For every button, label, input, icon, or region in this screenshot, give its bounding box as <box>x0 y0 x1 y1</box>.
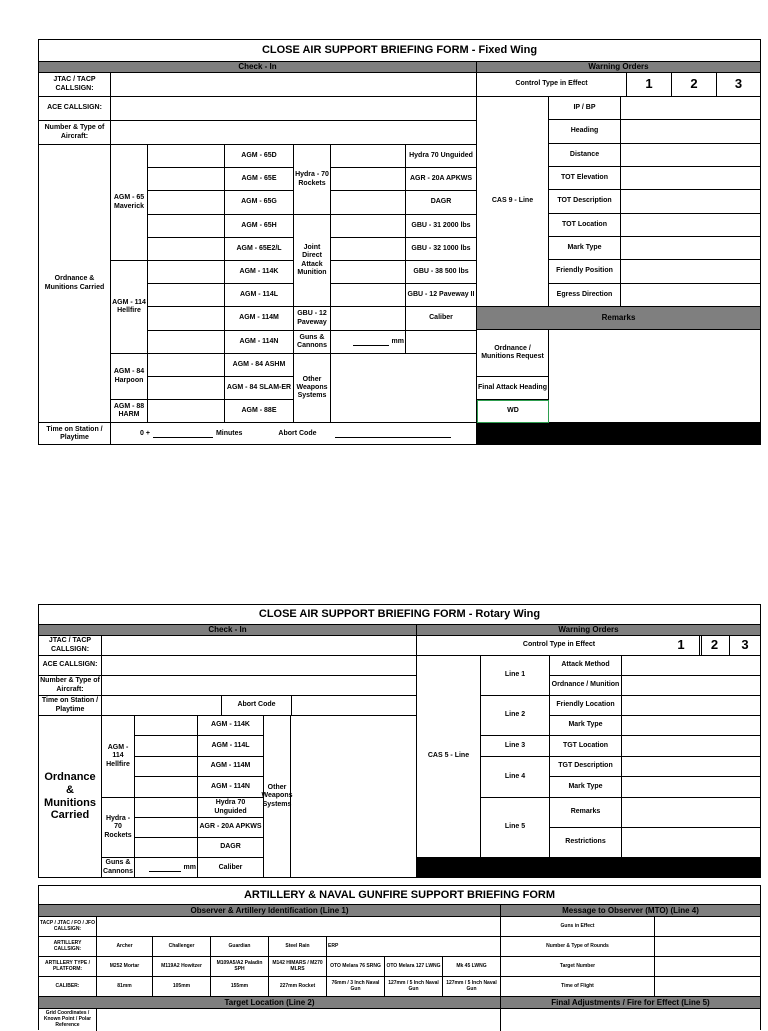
qty-cell[interactable] <box>148 377 225 400</box>
guns-label: Guns & Cannons <box>294 331 331 354</box>
cas5-field[interactable] <box>622 656 760 676</box>
wd-label: WD <box>477 400 549 423</box>
cas9-line-label: Mark Type <box>549 237 621 260</box>
mto-item: Target Number <box>501 957 655 977</box>
callsign: Archer <box>97 937 153 957</box>
abort-code-label: Abort Code <box>278 429 317 437</box>
line-label: Line 3 <box>481 736 550 757</box>
cas5-field[interactable] <box>622 798 760 828</box>
cas5-item: Mark Type <box>550 716 622 736</box>
ace-label: ACE CALLSIGN: <box>39 656 102 676</box>
qty-cell[interactable] <box>331 261 406 284</box>
cas5-item: Restrictions <box>550 828 622 858</box>
mto-item: Number & Type of Rounds <box>501 937 655 957</box>
art-row-label: CALIBER: <box>39 977 97 997</box>
qty-cell[interactable] <box>331 215 406 238</box>
mto-header: Message to Observer (MTO) (Line 4) <box>501 905 760 917</box>
cas9-line-label: Heading <box>549 120 621 144</box>
warning-orders-header: Warning Orders <box>477 62 760 73</box>
maverick-label: AGM - 65 Maverick <box>111 145 148 261</box>
minutes-label: Minutes <box>215 429 243 437</box>
weapon-name: AGM - 114M <box>198 757 264 777</box>
platform: OTO Melara 127 LWNG <box>385 957 443 977</box>
weapon-name: AGM - 114N <box>198 777 264 798</box>
other-weapons-label: Other Weapons Systems <box>294 354 331 423</box>
line-label: Line 4 <box>481 757 550 798</box>
cas5-field[interactable] <box>622 757 760 777</box>
platform: M109A5/A2 Paladin SPH <box>211 957 269 977</box>
cas5-field[interactable] <box>622 716 760 736</box>
hellfire-label: AGM - 114 Hellfire <box>102 716 135 798</box>
check-in-header: Check - In <box>39 625 417 636</box>
cas5-field[interactable] <box>622 736 760 757</box>
caliber-label: Caliber <box>406 307 477 331</box>
platform: M252 Mortar <box>97 957 153 977</box>
qty-cell[interactable] <box>331 145 406 168</box>
abort-code-line[interactable] <box>335 430 451 438</box>
time-on-station-label: Time on Station / Playtime <box>39 696 102 716</box>
jtac-field[interactable] <box>97 917 501 937</box>
art-row-label: ARTILLERY CALLSIGN: <box>39 937 97 957</box>
control-type-2[interactable]: 2 <box>700 636 730 656</box>
caliber: 81mm <box>97 977 153 997</box>
cas9-line-field[interactable] <box>621 214 760 237</box>
line-label: Line 1 <box>481 656 550 696</box>
agm-variant: AGM - 84 ASHM <box>225 354 294 377</box>
cas5-field[interactable] <box>622 676 760 696</box>
weapon-name: DAGR <box>406 191 477 215</box>
control-type-1[interactable]: 1 <box>663 636 700 656</box>
cas9-line-label: TOT Location <box>549 214 621 237</box>
cas9-line-label: TOT Description <box>549 190 621 214</box>
line-label: Line 2 <box>481 696 550 736</box>
qty-cell[interactable] <box>135 716 198 736</box>
mm-unit: mm <box>391 337 404 345</box>
harm-label: AGM - 88 HARM <box>111 400 148 423</box>
other-weapons-label: Other Weapons Systems <box>264 716 291 878</box>
callsign: ERP <box>327 937 501 957</box>
platform: M142 HIMARS / M270 MLRS <box>269 957 327 977</box>
ace-field[interactable] <box>102 656 417 676</box>
qty-cell[interactable] <box>148 191 225 215</box>
cas9-line-label: IP / BP <box>549 97 621 120</box>
cas9-line-label: Distance <box>549 144 621 167</box>
platform: OTO Melara 76 SRNG <box>327 957 385 977</box>
cas5-field[interactable] <box>622 777 760 798</box>
mto-item: Time of Flight <box>501 977 655 997</box>
ord-request-label: Ordnance / Munitions Request <box>477 330 549 377</box>
qty-cell[interactable] <box>148 238 225 261</box>
cas5-item: TGT Location <box>550 736 622 757</box>
guns-mm-cell[interactable] <box>331 331 406 354</box>
mto-field[interactable] <box>655 917 760 937</box>
target-location-header: Target Location (Line 2) <box>39 997 501 1009</box>
abort-code-label: Abort Code <box>222 696 292 716</box>
caliber: 227mm Rocket <box>269 977 327 997</box>
weapon-name: GBU - 38 500 lbs <box>406 261 477 284</box>
grid-field[interactable] <box>97 1009 501 1031</box>
grid-label: Grid Coordinates / Known Point / Polar Reference <box>39 1009 97 1031</box>
other-weapons-field[interactable] <box>291 716 417 878</box>
ord-request-field[interactable] <box>549 330 760 423</box>
cas5-item: Remarks <box>550 798 622 828</box>
control-type-label: Control Type in Effect <box>477 73 627 97</box>
agm-variant: AGM - 114K <box>225 261 294 284</box>
platform: Mk 45 LWNG <box>443 957 501 977</box>
cas9-line-label: Friendly Position <box>549 260 621 284</box>
weapon-name: AGM - 114L <box>198 736 264 757</box>
abort-code-field[interactable] <box>292 696 417 716</box>
weapon-name: GBU - 12 Paveway II <box>406 284 477 307</box>
qty-cell[interactable] <box>148 400 225 423</box>
cas5-item: Friendly Location <box>550 696 622 716</box>
artillery-title: ARTILLERY & NAVAL GUNFIRE SUPPORT BRIEFING FORM <box>39 886 760 905</box>
cas5-field[interactable] <box>622 828 760 858</box>
final-adjustments-field[interactable] <box>501 1009 760 1031</box>
qty-cell[interactable] <box>148 145 225 168</box>
qty-cell[interactable] <box>148 354 225 377</box>
qty-cell[interactable] <box>148 284 225 307</box>
cas5-item: Ordnance / Munition <box>550 676 622 696</box>
time-on-station-field[interactable] <box>111 423 477 445</box>
weapon-name: Hydra 70 Unguided <box>406 145 477 168</box>
weapon-name: AGR - 20A APKWS <box>406 168 477 191</box>
qty-cell[interactable] <box>331 238 406 261</box>
cas5-item: TGT Description <box>550 757 622 777</box>
caliber-field[interactable] <box>406 331 477 354</box>
cas9-line-field[interactable] <box>621 237 760 260</box>
agm-variant: AGM - 114L <box>225 284 294 307</box>
ordnance-label: Ordnance & Munitions Carried <box>39 145 111 423</box>
qty-cell[interactable] <box>135 736 198 757</box>
agm-variant: AGM - 65H <box>225 215 294 238</box>
art-row-label: ARTILLERY TYPE / PLATFORM: <box>39 957 97 977</box>
artillery-form <box>38 885 761 1030</box>
cas9-label: CAS 9 - Line <box>477 97 549 307</box>
gbu12-label: GBU - 12 Paveway <box>294 307 331 331</box>
jdam-label: Joint Direct Attack Munition <box>294 215 331 307</box>
time-prefix: 0 + <box>140 429 150 437</box>
aircraft-label: Number & Type of Aircraft: <box>39 676 102 696</box>
weapon-name: Hydra 70 Unguided <box>198 798 264 818</box>
qty-cell[interactable] <box>135 818 198 838</box>
time-on-station-field[interactable] <box>102 696 222 716</box>
control-type-3[interactable]: 3 <box>730 636 760 656</box>
control-type-label: Control Type in Effect <box>417 636 702 656</box>
cas9-line-field[interactable] <box>621 190 760 214</box>
agm-variant: AGM - 114N <box>225 331 294 354</box>
cas9-line-field[interactable] <box>621 284 760 307</box>
cas9-line-label: TOT Elevation <box>549 167 621 190</box>
art-row-label: TACP / JTAC / FO / JFO CALLSIGN: <box>39 917 97 937</box>
hydra-label: Hydra - 70 Rockets <box>102 798 135 858</box>
qty-cell[interactable] <box>331 168 406 191</box>
callsign: Steel Rain <box>269 937 327 957</box>
control-type-2[interactable]: 2 <box>672 73 717 97</box>
fixed-wing-form <box>38 39 761 445</box>
cas5-item: Mark Type <box>550 777 622 798</box>
agm-variant: AGM - 65E <box>225 168 294 191</box>
aircraft-label: Number & Type of Aircraft: <box>39 121 111 145</box>
caliber-label: Caliber <box>198 858 264 878</box>
jtac-label: JTAC / TACP CALLSIGN: <box>39 636 102 656</box>
caliber: 127mm / 5 Inch Naval Gun <box>443 977 501 997</box>
black-filler <box>477 423 760 445</box>
cas9-line-field[interactable] <box>621 97 760 120</box>
mto-field[interactable] <box>655 957 760 977</box>
rotary-wing-form <box>38 604 761 878</box>
warning-orders-header: Warning Orders <box>417 625 760 636</box>
caliber: 155mm <box>211 977 269 997</box>
weapon-name: DAGR <box>198 838 264 858</box>
qty-cell[interactable] <box>135 777 198 798</box>
qty-cell[interactable] <box>135 757 198 777</box>
jtac-field[interactable] <box>102 636 417 656</box>
agm-variant: AGM - 114M <box>225 307 294 331</box>
black-filler <box>417 858 760 878</box>
fixed-wing-title: CLOSE AIR SUPPORT BRIEFING FORM - Fixed Wing <box>39 40 760 62</box>
final-adjustments-header: Final Adjustments / Fire for Effect (Line 5) <box>501 997 760 1009</box>
mto-field[interactable] <box>655 977 760 997</box>
cas9-line-field[interactable] <box>621 167 760 190</box>
cas5-field[interactable] <box>622 696 760 716</box>
cas9-line-label: Egress Direction <box>549 284 621 307</box>
agm-variant: AGM - 65E2/L <box>225 238 294 261</box>
cas5-label: CAS 5 - Line <box>417 656 481 858</box>
qty-cell[interactable] <box>148 168 225 191</box>
hydra-label: Hydra - 70 Rockets <box>294 145 331 215</box>
qty-cell[interactable] <box>148 331 225 354</box>
control-type-1[interactable]: 1 <box>627 73 672 97</box>
callsign: Guardian <box>211 937 269 957</box>
qty-cell[interactable] <box>148 261 225 284</box>
agm-variant: AGM - 65G <box>225 191 294 215</box>
ace-label: ACE CALLSIGN: <box>39 97 111 121</box>
cas9-line-field[interactable] <box>621 260 760 284</box>
agm-variant: AGM - 65D <box>225 145 294 168</box>
line-label: Line 5 <box>481 798 550 858</box>
jtac-label: JTAC / TACP CALLSIGN: <box>39 73 111 97</box>
qty-cell[interactable] <box>148 215 225 238</box>
aircraft-field[interactable] <box>111 121 477 145</box>
qty-cell[interactable] <box>331 191 406 215</box>
callsign: Challenger <box>153 937 211 957</box>
agm-variant: AGM - 84 SLAM-ER <box>225 377 294 400</box>
weapon-name: AGM - 114K <box>198 716 264 736</box>
mto-item: Guns in Effect <box>501 917 655 937</box>
aircraft-field[interactable] <box>102 676 417 696</box>
agm-variant: AGM - 88E <box>225 400 294 423</box>
ace-field[interactable] <box>111 97 477 121</box>
caliber: 105mm <box>153 977 211 997</box>
cas9-line-field[interactable] <box>621 144 760 167</box>
qty-cell[interactable] <box>331 284 406 307</box>
cas5-item: Attack Method <box>550 656 622 676</box>
jtac-field[interactable] <box>111 73 477 97</box>
observer-header: Observer & Artillery Identification (Line 1) <box>39 905 501 917</box>
guns-mm-cell[interactable] <box>135 858 198 878</box>
remarks-header: Remarks <box>477 307 760 330</box>
guns-mm-field[interactable] <box>331 307 406 331</box>
weapon-name: GBU - 31 2000 lbs <box>406 215 477 238</box>
final-attack-label: Final Attack Heading <box>477 377 549 400</box>
caliber: 127mm / 5 Inch Naval Gun <box>385 977 443 997</box>
guns-label: Guns & Cannons <box>102 858 135 878</box>
other-weapons-field[interactable] <box>331 354 477 423</box>
cas9-line-field[interactable] <box>621 120 760 144</box>
ordnance-label: Ordnance & Munitions Carried <box>39 716 102 878</box>
platform: M119A2 Howitzer <box>153 957 211 977</box>
hellfire-label: AGM - 114 Hellfire <box>111 261 148 354</box>
control-type-3[interactable]: 3 <box>717 73 760 97</box>
weapon-name: GBU - 32 1000 lbs <box>406 238 477 261</box>
rotary-wing-title: CLOSE AIR SUPPORT BRIEFING FORM - Rotary Wing <box>39 605 760 625</box>
mto-field[interactable] <box>655 937 760 957</box>
time-on-station-label: Time on Station / Playtime <box>39 423 111 445</box>
mm-unit: mm <box>183 863 196 871</box>
qty-cell[interactable] <box>135 838 198 858</box>
qty-cell[interactable] <box>148 307 225 331</box>
check-in-header: Check - In <box>39 62 477 73</box>
harpoon-label: AGM - 84 Harpoon <box>111 354 148 400</box>
qty-cell[interactable] <box>135 798 198 818</box>
weapon-name: AGR - 20A APKWS <box>198 818 264 838</box>
caliber: 76mm / 3 Inch Naval Gun <box>327 977 385 997</box>
